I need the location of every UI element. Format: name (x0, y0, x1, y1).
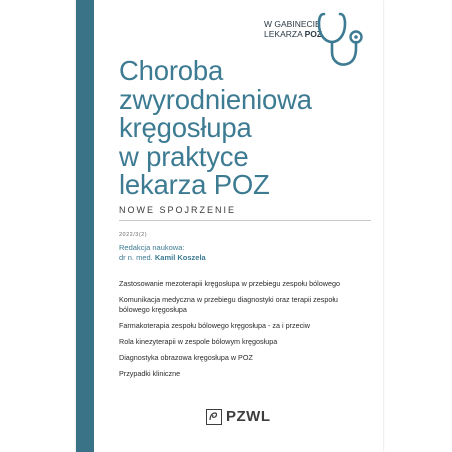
cover-spine-band (76, 0, 94, 452)
book-title (119, 57, 369, 200)
editor-line: dr n. med. Kamil Koszela (119, 253, 206, 262)
contents-list (119, 279, 369, 385)
series-line-1: W GABINECIE (264, 19, 321, 29)
contents-item: Rola kinezyterapii w zespole bólowym kręgosłupa (119, 337, 278, 346)
title-line-2: zwyrodnieniowa (119, 83, 312, 115)
series-line-2: LEKARZA POZ (264, 29, 323, 39)
title-line-1: Choroba (119, 55, 224, 86)
contents-item: Zastosowanie mezoterapii kręgosłupa w przebiegu zespołu bólowego (119, 279, 340, 288)
editor-name: Kamil Koszela (154, 253, 206, 262)
book-subtitle: NOWE SPOJRZENIE (119, 205, 237, 215)
contents-item: Farmakoterapia zespołu bólowego kręgosłupa - za i przeciw (119, 321, 310, 330)
contents-item: Przypadki kliniczne (119, 369, 181, 378)
pzwl-logo-icon (206, 409, 222, 425)
title-line-5: lekarza POZ (119, 169, 270, 200)
title-line-3: kręgosłupa (119, 112, 252, 143)
title-line-4: w praktyce (119, 140, 249, 172)
editor-label: Redakcja naukowa: (119, 243, 185, 252)
issue-code: 2022/3(2) (119, 232, 148, 238)
publisher-name: PZWL (226, 408, 271, 425)
divider (119, 220, 371, 221)
contents-item: Diagnostyka obrazowa kręgosłupa w POZ (119, 353, 253, 362)
editor-block (119, 243, 206, 263)
publisher-logo (206, 408, 271, 425)
contents-item: Komunikacja medyczna w przebiegu diagnostyki oraz terapii zespołu bólowego kręgosłupa (119, 295, 338, 314)
book-cover (76, 0, 383, 452)
